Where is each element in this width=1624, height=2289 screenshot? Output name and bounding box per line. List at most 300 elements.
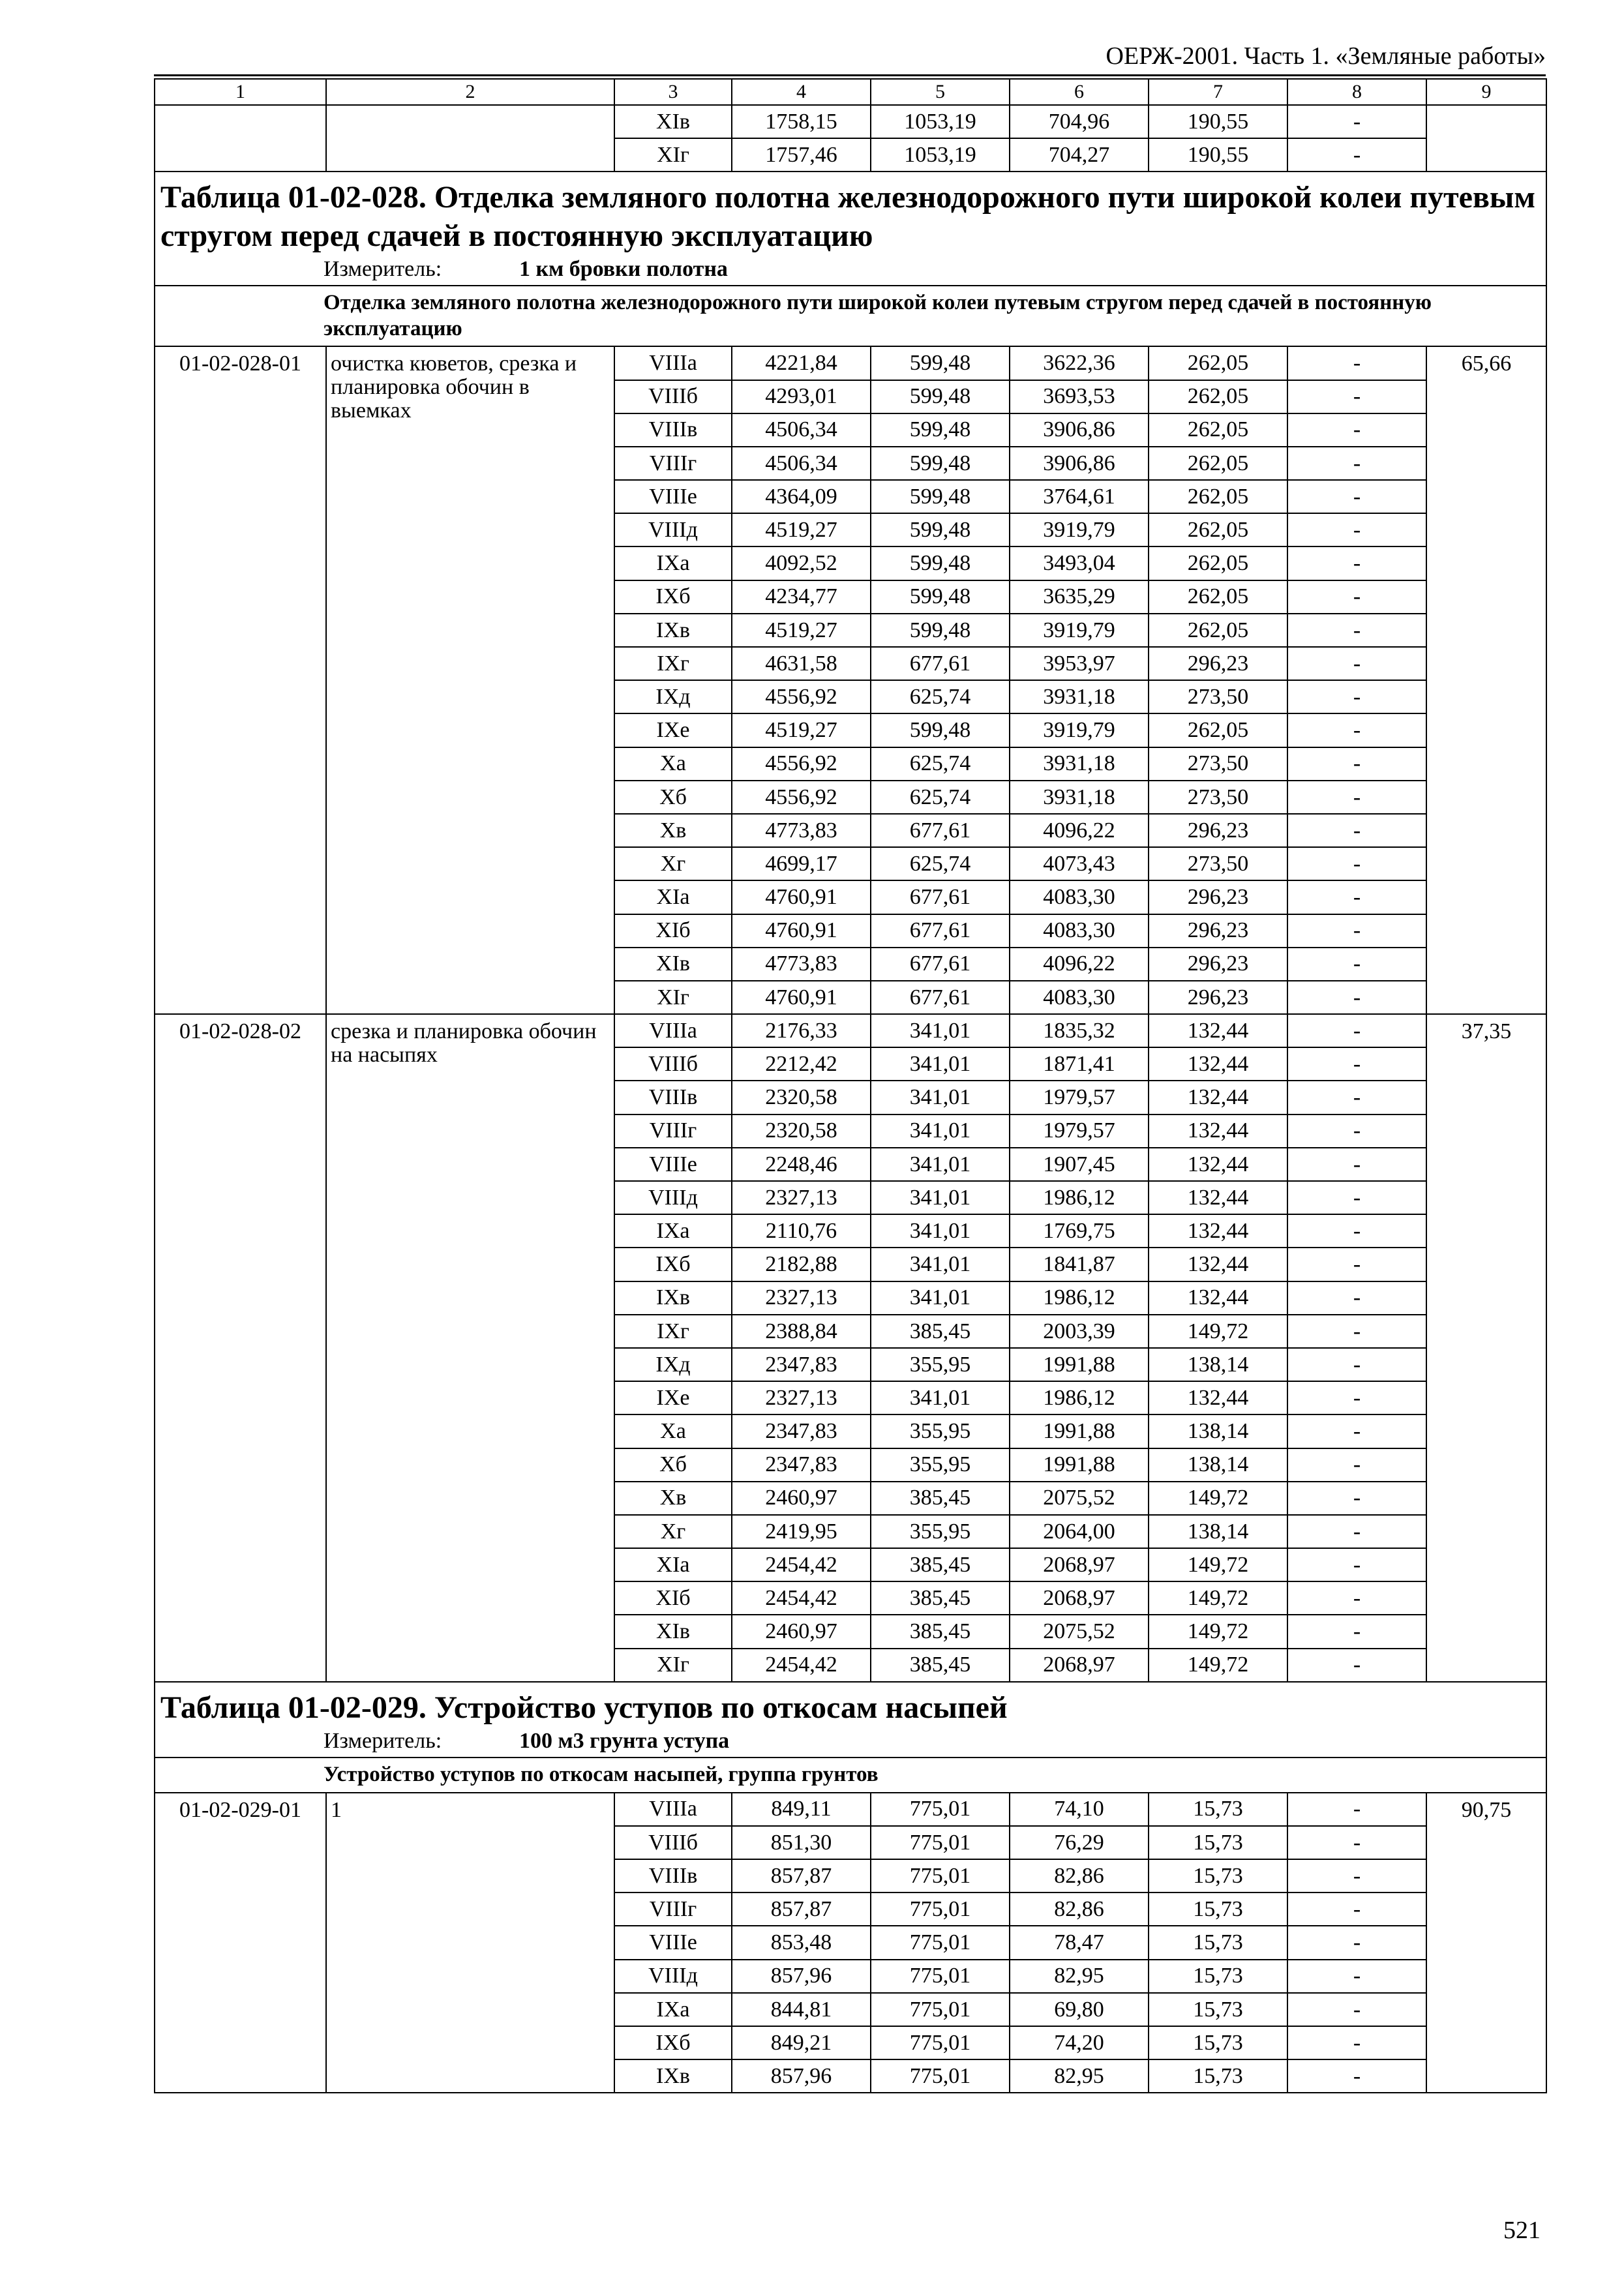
value-cell: 2347,83	[732, 1448, 871, 1482]
description-cell: срезка и планировка обочин на насыпях	[326, 1014, 614, 1682]
value-cell: IXа	[614, 546, 732, 580]
rates-table	[154, 78, 1547, 2093]
value-cell: XIг	[614, 1649, 732, 1682]
value-cell: 4083,30	[1010, 914, 1149, 948]
value-cell: 4519,27	[732, 713, 871, 747]
value-cell: 1841,87	[1010, 1248, 1149, 1281]
measure-row	[155, 1728, 1546, 1758]
value-cell: 15,73	[1149, 2026, 1287, 2059]
value-cell: IXе	[614, 713, 732, 747]
value-cell: 15,73	[1149, 1993, 1287, 2026]
table-title: Таблица 01-02-028. Отделка земляного полотна железнодорожного пути широкой колеи путевым стругом перед сдачей в постоянную эксплуатацию	[160, 180, 1536, 253]
value-cell: 262,05	[1149, 513, 1287, 546]
value-cell: IXв	[614, 1281, 732, 1315]
value-cell: -	[1287, 346, 1426, 380]
value-cell: 4773,83	[732, 814, 871, 847]
value-cell: 625,74	[871, 781, 1010, 814]
value-cell: 4556,92	[732, 781, 871, 814]
value-cell: 775,01	[871, 1826, 1010, 1859]
value-cell: 677,61	[871, 880, 1010, 914]
value-cell: 2327,13	[732, 1181, 871, 1214]
page-number: 521	[1503, 2217, 1541, 2244]
value-cell: 677,61	[871, 948, 1010, 981]
value-cell: 3635,29	[1010, 580, 1149, 614]
value-cell: 1053,19	[871, 105, 1010, 138]
value-cell: 273,50	[1149, 747, 1287, 781]
value-cell: 262,05	[1149, 480, 1287, 513]
value-cell: 132,44	[1149, 1047, 1287, 1081]
value-cell: 857,87	[732, 1893, 871, 1926]
value-cell: 2182,88	[732, 1248, 871, 1281]
value-cell: 4083,30	[1010, 880, 1149, 914]
column-number: 3	[614, 79, 732, 105]
value-cell: 3764,61	[1010, 480, 1149, 513]
value-cell: 341,01	[871, 1115, 1010, 1148]
value-cell: -	[1287, 1960, 1426, 1993]
value-cell: 2327,13	[732, 1281, 871, 1315]
value-cell: 2075,52	[1010, 1482, 1149, 1515]
value-cell: 69,80	[1010, 1993, 1149, 2026]
value-cell: 190,55	[1149, 138, 1287, 172]
value-cell: 296,23	[1149, 880, 1287, 914]
col9-cell: 90,75	[1426, 1793, 1546, 2093]
value-cell: IXд	[614, 680, 732, 713]
subheading: Устройство уступов по откосам насыпей, группа грунтов	[155, 1758, 1546, 1793]
value-cell: 262,05	[1149, 580, 1287, 614]
value-cell: 4506,34	[732, 413, 871, 447]
value-cell: 132,44	[1149, 1115, 1287, 1148]
measure-value: 100 м3 грунта уступа	[519, 1729, 730, 1754]
subheading-row	[155, 1758, 1546, 1793]
value-cell: -	[1287, 1014, 1426, 1047]
col9-cell: 65,66	[1426, 346, 1546, 1014]
value-cell: 78,47	[1010, 1926, 1149, 1959]
value-cell: 4699,17	[732, 847, 871, 880]
value-cell: Xа	[614, 747, 732, 781]
column-number: 8	[1287, 79, 1426, 105]
value-cell: VIIIд	[614, 1181, 732, 1214]
value-cell: -	[1287, 981, 1426, 1014]
value-cell: XIв	[614, 1615, 732, 1648]
value-cell: Xг	[614, 847, 732, 880]
description-cell: 1	[326, 1793, 614, 2093]
value-cell: 844,81	[732, 1993, 871, 2026]
value-cell: 149,72	[1149, 1581, 1287, 1615]
value-cell: 1769,75	[1010, 1214, 1149, 1248]
value-cell: 849,21	[732, 2026, 871, 2059]
value-cell: 355,95	[871, 1448, 1010, 1482]
value-cell: 262,05	[1149, 713, 1287, 747]
value-cell: -	[1287, 1793, 1426, 1826]
value-cell: Xб	[614, 781, 732, 814]
value-cell: 3919,79	[1010, 614, 1149, 647]
value-cell: 2327,13	[732, 1381, 871, 1414]
value-cell: XIг	[614, 981, 732, 1014]
value-cell: 599,48	[871, 480, 1010, 513]
value-cell: 132,44	[1149, 1081, 1287, 1114]
value-cell: 190,55	[1149, 105, 1287, 138]
value-cell: -	[1287, 1615, 1426, 1648]
value-cell: 2454,42	[732, 1581, 871, 1615]
value-cell: VIIIб	[614, 380, 732, 413]
value-cell: Xв	[614, 814, 732, 847]
value-cell: -	[1287, 1381, 1426, 1414]
value-cell: -	[1287, 138, 1426, 172]
value-cell: 857,96	[732, 2059, 871, 2093]
value-cell: 599,48	[871, 580, 1010, 614]
value-cell: VIIIв	[614, 1859, 732, 1893]
value-cell: 385,45	[871, 1315, 1010, 1348]
value-cell: 341,01	[871, 1381, 1010, 1414]
column-number-row	[155, 79, 1546, 105]
value-cell: 599,48	[871, 413, 1010, 447]
value-cell: 341,01	[871, 1281, 1010, 1315]
table-row	[155, 1014, 1546, 1047]
value-cell: 341,01	[871, 1014, 1010, 1047]
value-cell: 4760,91	[732, 981, 871, 1014]
value-cell: -	[1287, 1281, 1426, 1315]
value-cell: 296,23	[1149, 647, 1287, 680]
value-cell: 82,86	[1010, 1893, 1149, 1926]
value-cell: 15,73	[1149, 1926, 1287, 1959]
value-cell: 625,74	[871, 747, 1010, 781]
value-cell: 15,73	[1149, 1893, 1287, 1926]
value-cell: 341,01	[871, 1047, 1010, 1081]
value-cell: Xб	[614, 1448, 732, 1482]
value-cell: 2068,97	[1010, 1649, 1149, 1682]
value-cell: 2068,97	[1010, 1548, 1149, 1581]
column-number: 5	[871, 79, 1010, 105]
value-cell: 2454,42	[732, 1548, 871, 1581]
value-cell: IXб	[614, 580, 732, 614]
value-cell: 1979,57	[1010, 1115, 1149, 1148]
value-cell: -	[1287, 814, 1426, 847]
value-cell: 341,01	[871, 1248, 1010, 1281]
value-cell: 149,72	[1149, 1649, 1287, 1682]
value-cell: -	[1287, 2059, 1426, 2093]
value-cell: 4096,22	[1010, 948, 1149, 981]
column-number: 4	[732, 79, 871, 105]
value-cell: 4773,83	[732, 948, 871, 981]
value-cell: -	[1287, 1859, 1426, 1893]
value-cell: 341,01	[871, 1181, 1010, 1214]
code-cell: 01-02-028-02	[155, 1014, 326, 1682]
value-cell: 132,44	[1149, 1381, 1287, 1414]
value-cell: 2419,95	[732, 1515, 871, 1548]
value-cell: 2388,84	[732, 1315, 871, 1348]
page-header: ОЕРЖ-2001. Часть 1. «Земляные работы»	[154, 38, 1546, 76]
value-cell: 355,95	[871, 1414, 1010, 1448]
value-cell: 149,72	[1149, 1482, 1287, 1515]
value-cell: 1907,45	[1010, 1148, 1149, 1181]
table-title-row	[155, 1682, 1546, 1729]
value-cell: -	[1287, 580, 1426, 614]
value-cell: 2347,83	[732, 1348, 871, 1381]
value-cell: 4519,27	[732, 513, 871, 546]
value-cell: 341,01	[871, 1148, 1010, 1181]
value-cell: 262,05	[1149, 413, 1287, 447]
value-cell: 82,95	[1010, 1960, 1149, 1993]
value-cell: 775,01	[871, 1993, 1010, 2026]
column-number: 1	[155, 79, 326, 105]
value-cell: 775,01	[871, 1960, 1010, 1993]
value-cell: 132,44	[1149, 1248, 1287, 1281]
table-title-row	[155, 172, 1546, 256]
value-cell: VIIIе	[614, 1148, 732, 1181]
value-cell: IXд	[614, 1348, 732, 1381]
value-cell: 775,01	[871, 2059, 1010, 2093]
table-row	[155, 346, 1546, 380]
value-cell: 775,01	[871, 1926, 1010, 1959]
value-cell: -	[1287, 2026, 1426, 2059]
value-cell: 132,44	[1149, 1214, 1287, 1248]
value-cell: VIIIб	[614, 1826, 732, 1859]
value-cell: -	[1287, 1548, 1426, 1581]
value-cell: -	[1287, 1315, 1426, 1348]
value-cell: XIг	[614, 138, 732, 172]
value-cell: 1991,88	[1010, 1414, 1149, 1448]
measure-row	[155, 256, 1546, 286]
value-cell: 677,61	[871, 814, 1010, 847]
value-cell: 1986,12	[1010, 1281, 1149, 1315]
value-cell: 296,23	[1149, 914, 1287, 948]
rates-table-body	[155, 79, 1546, 2093]
value-cell: 385,45	[871, 1649, 1010, 1682]
value-cell: IXа	[614, 1214, 732, 1248]
value-cell: -	[1287, 747, 1426, 781]
value-cell: -	[1287, 1893, 1426, 1926]
value-cell: 132,44	[1149, 1181, 1287, 1214]
value-cell: 262,05	[1149, 380, 1287, 413]
value-cell: 138,14	[1149, 1348, 1287, 1381]
value-cell: 599,48	[871, 513, 1010, 546]
value-cell: 262,05	[1149, 447, 1287, 480]
value-cell: XIб	[614, 914, 732, 948]
value-cell: VIIIд	[614, 1960, 732, 1993]
value-cell: -	[1287, 880, 1426, 914]
value-cell: VIIIг	[614, 1893, 732, 1926]
value-cell: 74,10	[1010, 1793, 1149, 1826]
value-cell: 3931,18	[1010, 680, 1149, 713]
value-cell: IXв	[614, 614, 732, 647]
value-cell: 775,01	[871, 2026, 1010, 2059]
description-cell	[326, 105, 614, 172]
value-cell: 1979,57	[1010, 1081, 1149, 1114]
value-cell: 82,95	[1010, 2059, 1149, 2093]
value-cell: IXг	[614, 647, 732, 680]
value-cell: 15,73	[1149, 1859, 1287, 1893]
value-cell: 76,29	[1010, 1826, 1149, 1859]
value-cell: 2347,83	[732, 1414, 871, 1448]
value-cell: -	[1287, 1081, 1426, 1114]
value-cell: -	[1287, 413, 1426, 447]
value-cell: IXб	[614, 1248, 732, 1281]
value-cell: 3906,86	[1010, 413, 1149, 447]
value-cell: 149,72	[1149, 1548, 1287, 1581]
col9-cell	[1426, 105, 1546, 172]
value-cell: -	[1287, 948, 1426, 981]
column-number: 2	[326, 79, 614, 105]
value-cell: 296,23	[1149, 948, 1287, 981]
value-cell: 3622,36	[1010, 346, 1149, 380]
value-cell: 849,11	[732, 1793, 871, 1826]
value-cell: IXа	[614, 1993, 732, 2026]
code-cell: 01-02-029-01	[155, 1793, 326, 2093]
description-cell: очистка кюветов, срезка и планировка обочин в выемках	[326, 346, 614, 1014]
value-cell: -	[1287, 647, 1426, 680]
table-row	[155, 1793, 1546, 1826]
value-cell: 625,74	[871, 847, 1010, 880]
value-cell: 1758,15	[732, 105, 871, 138]
value-cell: -	[1287, 781, 1426, 814]
value-cell: 2320,58	[732, 1081, 871, 1114]
value-cell: XIб	[614, 1581, 732, 1615]
value-cell: 82,86	[1010, 1859, 1149, 1893]
value-cell: -	[1287, 614, 1426, 647]
value-cell: 4556,92	[732, 680, 871, 713]
value-cell: VIIIг	[614, 447, 732, 480]
value-cell: 138,14	[1149, 1515, 1287, 1548]
value-cell: 4364,09	[732, 480, 871, 513]
value-cell: 599,48	[871, 614, 1010, 647]
value-cell: 625,74	[871, 680, 1010, 713]
column-number: 9	[1426, 79, 1546, 105]
value-cell: -	[1287, 1248, 1426, 1281]
value-cell: 149,72	[1149, 1315, 1287, 1348]
value-cell: 4519,27	[732, 614, 871, 647]
subheading: Отделка земляного полотна железнодорожного пути широкой колеи путевым стругом перед сдачей в постоянную эксплуатацию	[155, 286, 1546, 346]
value-cell: -	[1287, 1115, 1426, 1148]
value-cell: 677,61	[871, 647, 1010, 680]
value-cell: 273,50	[1149, 781, 1287, 814]
value-cell: 4092,52	[732, 546, 871, 580]
value-cell: 296,23	[1149, 981, 1287, 1014]
value-cell: IXв	[614, 2059, 732, 2093]
value-cell: 2460,97	[732, 1615, 871, 1648]
value-cell: 599,48	[871, 346, 1010, 380]
value-cell: -	[1287, 1414, 1426, 1448]
value-cell: -	[1287, 914, 1426, 948]
value-cell: -	[1287, 1649, 1426, 1682]
value-cell: 273,50	[1149, 847, 1287, 880]
value-cell: -	[1287, 105, 1426, 138]
value-cell: -	[1287, 1515, 1426, 1548]
value-cell: 3919,79	[1010, 513, 1149, 546]
value-cell: 262,05	[1149, 614, 1287, 647]
value-cell: 385,45	[871, 1581, 1010, 1615]
code-cell	[155, 105, 326, 172]
value-cell: 677,61	[871, 981, 1010, 1014]
value-cell: 3693,53	[1010, 380, 1149, 413]
value-cell: 857,87	[732, 1859, 871, 1893]
value-cell: 599,48	[871, 447, 1010, 480]
value-cell: XIв	[614, 948, 732, 981]
value-cell: 853,48	[732, 1926, 871, 1959]
value-cell: 599,48	[871, 380, 1010, 413]
value-cell: 149,72	[1149, 1615, 1287, 1648]
code-cell: 01-02-028-01	[155, 346, 326, 1014]
value-cell: 2176,33	[732, 1014, 871, 1047]
value-cell: VIIIа	[614, 1793, 732, 1826]
value-cell: 3906,86	[1010, 447, 1149, 480]
value-cell: -	[1287, 1826, 1426, 1859]
value-cell: 2003,39	[1010, 1315, 1149, 1348]
value-cell: -	[1287, 1047, 1426, 1081]
value-cell: Xа	[614, 1414, 732, 1448]
value-cell: 15,73	[1149, 1826, 1287, 1859]
value-cell: VIIIе	[614, 480, 732, 513]
value-cell: 3919,79	[1010, 713, 1149, 747]
column-number: 6	[1010, 79, 1149, 105]
value-cell: -	[1287, 1926, 1426, 1959]
value-cell: 4556,92	[732, 747, 871, 781]
value-cell: -	[1287, 1448, 1426, 1482]
value-cell: 599,48	[871, 713, 1010, 747]
value-cell: Xг	[614, 1515, 732, 1548]
value-cell: 15,73	[1149, 1793, 1287, 1826]
value-cell: 4506,34	[732, 447, 871, 480]
value-cell: 341,01	[871, 1081, 1010, 1114]
value-cell: -	[1287, 847, 1426, 880]
value-cell: -	[1287, 480, 1426, 513]
value-cell: 1871,41	[1010, 1047, 1149, 1081]
value-cell: VIIIв	[614, 413, 732, 447]
value-cell: 1053,19	[871, 138, 1010, 172]
value-cell: -	[1287, 380, 1426, 413]
value-cell: VIIIб	[614, 1047, 732, 1081]
value-cell: 132,44	[1149, 1281, 1287, 1315]
value-cell: 4221,84	[732, 346, 871, 380]
value-cell: 1986,12	[1010, 1181, 1149, 1214]
value-cell: 2068,97	[1010, 1581, 1149, 1615]
value-cell: 704,27	[1010, 138, 1149, 172]
value-cell: IXб	[614, 2026, 732, 2059]
subheading-row	[155, 286, 1546, 346]
value-cell: 4083,30	[1010, 981, 1149, 1014]
value-cell: 2248,46	[732, 1148, 871, 1181]
value-cell: -	[1287, 1993, 1426, 2026]
value-cell: 341,01	[871, 1214, 1010, 1248]
value-cell: 138,14	[1149, 1414, 1287, 1448]
value-cell: -	[1287, 447, 1426, 480]
value-cell: -	[1287, 546, 1426, 580]
value-cell: 1991,88	[1010, 1448, 1149, 1482]
value-cell: 138,14	[1149, 1448, 1287, 1482]
value-cell: VIIIа	[614, 346, 732, 380]
measure-label: Измеритель:	[323, 1729, 442, 1754]
value-cell: XIв	[614, 105, 732, 138]
value-cell: 704,96	[1010, 105, 1149, 138]
table-row	[155, 105, 1546, 138]
value-cell: -	[1287, 1214, 1426, 1248]
value-cell: 2320,58	[732, 1115, 871, 1148]
value-cell: 2110,76	[732, 1214, 871, 1248]
value-cell: 4293,01	[732, 380, 871, 413]
value-cell: 385,45	[871, 1482, 1010, 1515]
value-cell: 355,95	[871, 1515, 1010, 1548]
value-cell: VIIIв	[614, 1081, 732, 1114]
value-cell: 3931,18	[1010, 747, 1149, 781]
value-cell: -	[1287, 1148, 1426, 1181]
value-cell: 2460,97	[732, 1482, 871, 1515]
value-cell: -	[1287, 513, 1426, 546]
value-cell: 2075,52	[1010, 1615, 1149, 1648]
measure-value: 1 км бровки полотна	[519, 257, 728, 282]
value-cell: 1835,32	[1010, 1014, 1149, 1047]
value-cell: 2454,42	[732, 1649, 871, 1682]
value-cell: 4760,91	[732, 914, 871, 948]
value-cell: 15,73	[1149, 2059, 1287, 2093]
